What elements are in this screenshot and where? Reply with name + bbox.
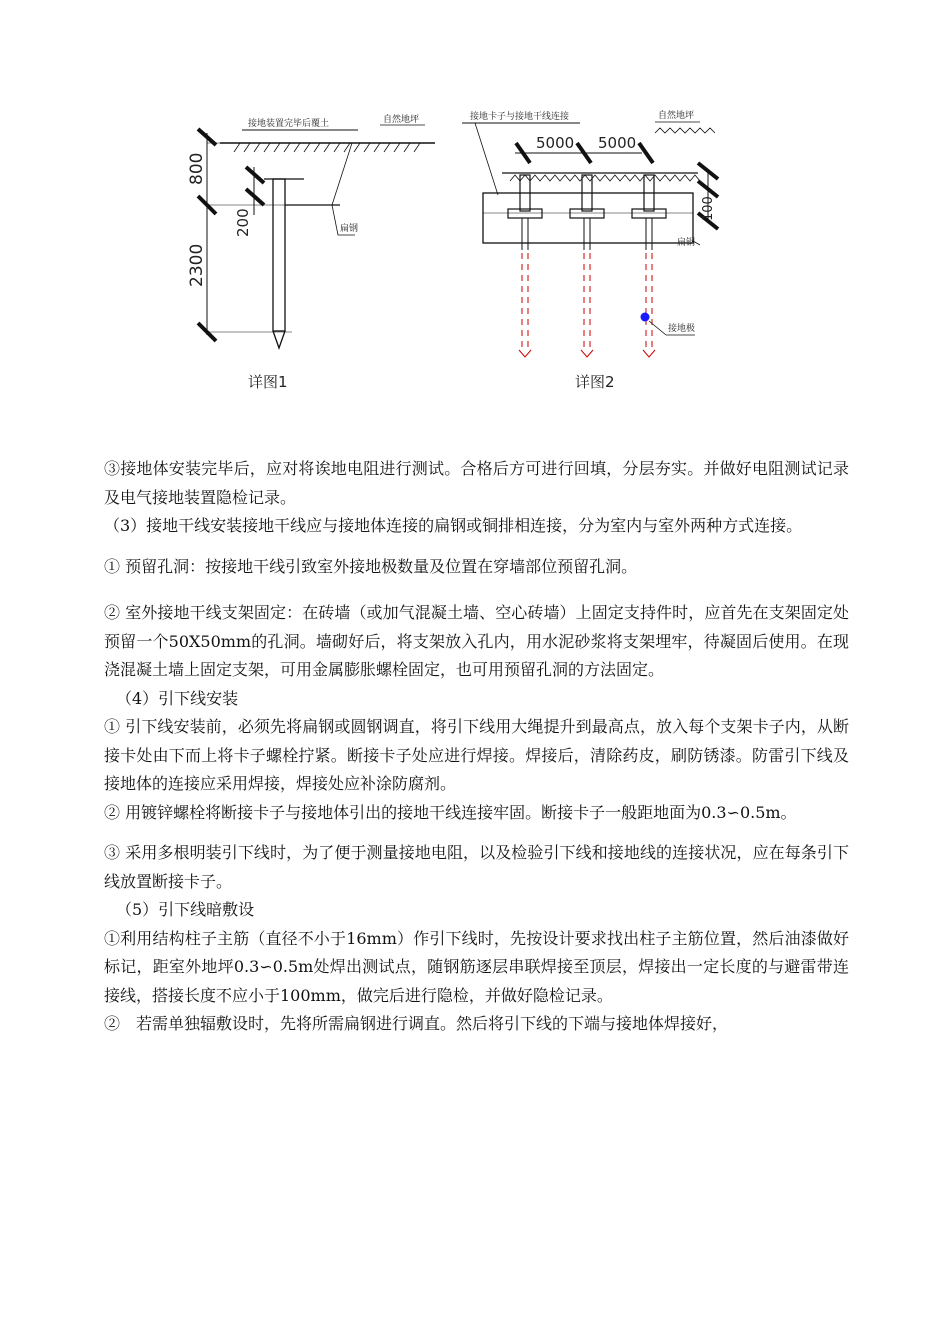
detail-2-rod-label: 接地极 <box>668 324 696 334</box>
detail-1-steel-label: 扁钢 <box>340 224 359 234</box>
detail-1-dim-2300: 2300 <box>187 243 207 287</box>
detail-2-dim-left: 5000 <box>536 134 575 152</box>
detail-2-dim-right: 5000 <box>598 134 637 152</box>
rod-marker-dot <box>641 313 650 322</box>
detail-2-steel-label: 扁钢 <box>677 238 696 248</box>
paragraph-separate-laying: ② 若需单独辐敷设时，先将所需扁钢进行调直。然后将引下线的下端与接地体焊接好， <box>104 1014 729 1033</box>
paragraph-resistance-test: ③接地体安装完毕后，应对将诶地电阻进行测试。合格后方可进行回填，分层夯实。并做好电阻测试记录及电气接地装置隐检记录。 <box>104 459 849 507</box>
detail-1-top-label: 接地装置完毕后覆土 <box>248 119 330 129</box>
paragraph-downlead-install: ① 引下线安装前，必须先将扁钢或圆钢调直，将引下线用大绳提升到最高点，放入每个支架卡子内，从断接卡处由下而上将卡子螺栓拧紧。断接卡子处应进行焊接。焊接后，清除药皮，刷防锈漆。防雷引下线及接地体的连接应采用焊接，焊接处应补涂防腐剂。 <box>104 717 849 793</box>
heading-grounding-trunk: （3）接地干线安装接地干线应与接地体连接的扁钢或铜排相连接，分为室内与室外两种方式连接。 <box>104 516 803 535</box>
detail-2-ground-label: 自然地坪 <box>658 111 695 121</box>
detail-2 <box>462 122 718 250</box>
paragraph-multiple-downleads: ③ 采用多根明装引下线时，为了便于测量接地电阻，以及检验引下线和接地线的连接状况，应在每条引下线放置断接卡子。 <box>104 843 849 891</box>
detail-2-rods-dashed <box>522 253 652 350</box>
paragraph-disconnect-clamp: ② 用镀锌螺栓将断接卡子与接地体引出的接地干线连接牢固。断接卡子一般距地面为0.3∽0.5m。 <box>104 802 797 822</box>
paragraph-column-rebar: ①利用结构柱子主筋（直径不小于16mm）作引下线时，先按设计要求找出柱子主筋位置，然后油漆做好标记，距室外地坪0.3∽0.5m处焊出测试点，随钢筋逐层串联焊接至顶层，焊接出一定长度的与避雷带连接线，搭接长度不应小于100mm，做完后进行隐检，并做好隐检记录。 <box>104 928 849 1005</box>
detail-1-caption: 详图1 <box>248 373 288 391</box>
grounding-detail-figure <box>180 95 760 405</box>
detail-1-dim-800: 800 <box>187 152 207 185</box>
detail-1-dim-200: 200 <box>234 208 252 237</box>
paragraph-bracket-fixing: ② 室外接地干线支架固定：在砖墙（或加气混凝土墙、空心砖墙）上固定支持件时，应首先在支架固定处预留一个50X50mm的孔洞。墙砌好后，将支架放入孔内，用水泥砂浆将支架埋牢，待凝固后使用。在现浇混凝土墙上固定支架，可用金属膨胀螺栓固定，也可用预留孔洞的方法固定。 <box>104 603 849 679</box>
document-body <box>104 455 849 1039</box>
detail-2-top-label: 接地卡子与接地干线连接 <box>470 112 570 122</box>
grounding-detail-drawing <box>180 95 760 405</box>
heading-concealed-downlead: （5）引下线暗敷设 <box>116 900 255 919</box>
heading-downlead-install: （4）引下线安装 <box>116 688 239 708</box>
detail-2-caption: 详图2 <box>575 373 615 391</box>
detail-1-ground-label: 自然地坪 <box>383 115 420 125</box>
detail-2-dim-100: 100 <box>701 196 716 221</box>
paragraph-reserve-holes: ① 预留孔洞：按接地干线引致室外接地极数量及位置在穿墙部位预留孔洞。 <box>104 556 638 576</box>
